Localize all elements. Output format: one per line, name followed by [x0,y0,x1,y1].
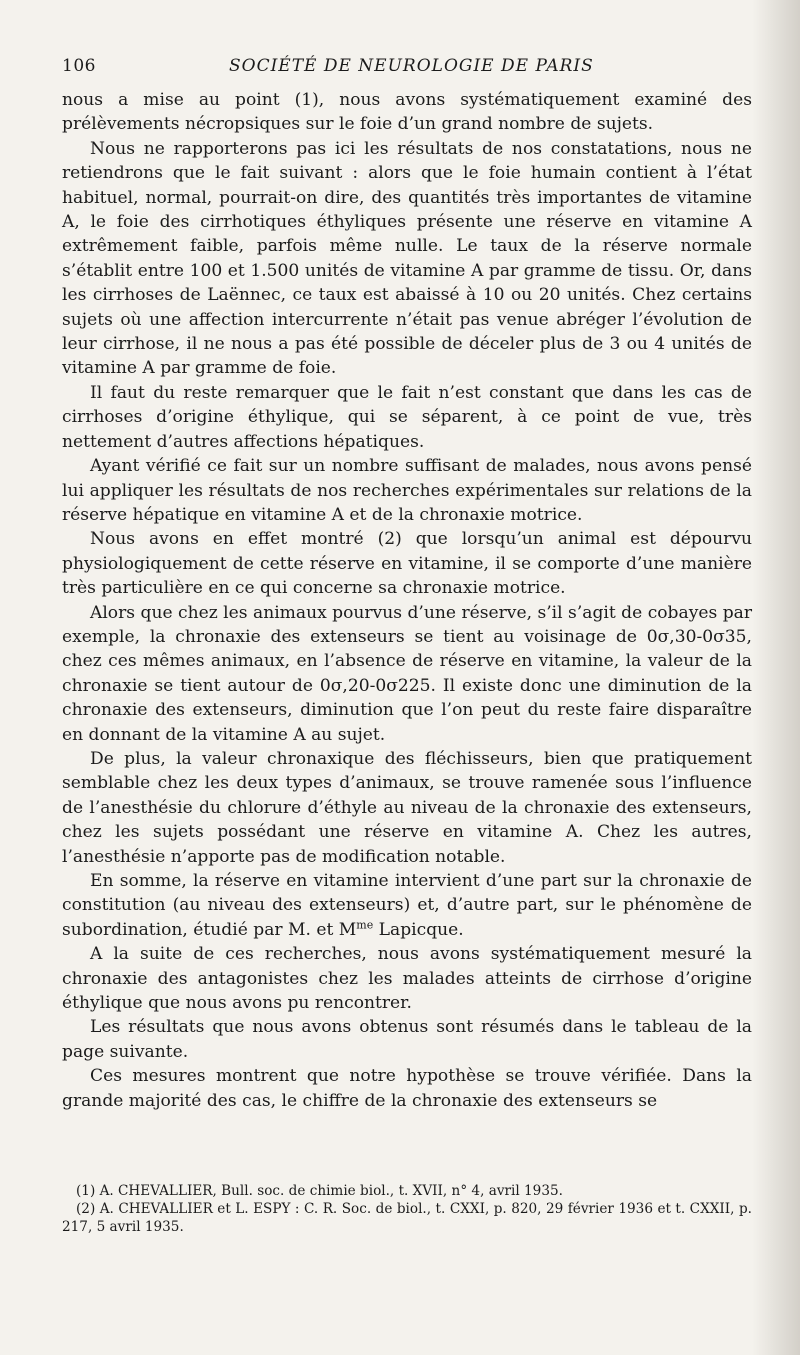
paragraph-1: nous a mise au point (1), nous avons systématiquement examiné des prélèvements nécropsiques sur le foie d’un grand nombre de sujets. [62,90,752,135]
page-number: 106 [62,56,96,76]
footnotes [62,1182,752,1236]
paragraph-4: Ayant vérifié ce fait sur un nombre suffisant de malades, nous avons pensé lui appliquer les résultats de nos recherches expérimentales sur relations de la réserve hépatique en vitamine A et de la chronaxie motrice. [62,456,752,525]
footnote-2: (2) A. CHEVALLIER et L. ESPY : C. R. Soc. de biol., t. CXXI, p. 820, 29 février 1936 et t. CXXII, p. 217, 5 avril 1935. [62,1201,752,1235]
paragraph-2: Nous ne rapporterons pas ici les résultats de nos constatations, nous ne retiendrons que le fait suivant : alors que le foie humain contient à l’état habituel, normal, pourrait-on dire, des quantités très importantes de vitamine A, le foie des cirrhotiques éthyliques présente une réserve en vitamine A extrêmement faible, parfois même nulle. Le taux de la réserve normale s’établit entre 100 et 1.500 unités de vitamine A par gramme de tissu. Or, dans les cirrhoses de Laënnec, ce taux est abaissé à 10 ou 20 unités. Chez certains sujets où une affection intercurrente n’était pas venue abréger l’évolution de leur cirrhose, il ne nous a pas été possible de déceler plus de 3 ou 4 unités de vitamine A par gramme de foie. [62,138,752,379]
page [62,52,752,1113]
running-head: SOCIÉTÉ DE NEUROLOGIE DE PARIS [229,56,594,76]
paragraph-7: De plus, la valeur chronaxique des fléchisseurs, bien que pratiquement semblable chez les deux types d’animaux, se trouve ramenée sous l’influence de l’anesthésie du chlorure d’éthyle au niveau de la chronaxie des extenseurs, chez les sujets possédant une réserve en vitamine A. Chez les autres, l’anesthésie n’apporte pas de modification notable. [62,748,752,867]
paragraph-8-text: En somme, la réserve en vitamine intervient d’une part sur la chronaxie de constitution (au niveau des extenseurs) et, d’autre part, sur le phénomène de subordination, étudié par M. et M [62,871,752,940]
body-text [62,88,752,1113]
paragraph-10: Les résultats que nous avons obtenus sont résumés dans le tableau de la page suivante. [62,1017,752,1062]
paragraph-8 [62,869,752,942]
footnote-1: (1) A. CHEVALLIER, Bull. soc. de chimie biol., t. XVII, n° 4, avril 1935. [76,1183,563,1199]
page-header [62,52,752,82]
paragraph-11: Ces mesures montrent que notre hypothèse se trouve vérifiée. Dans la grande majorité des cas, le chiffre de la chronaxie des extenseurs se [62,1066,752,1111]
paragraph-6: Alors que chez les animaux pourvus d’une réserve, s’il s’agit de cobayes par exemple, la chronaxie des extenseurs se tient au voisinage de 0σ,30-0σ35, chez ces mêmes animaux, en l’absence de réserve en vitamine, la valeur de la chronaxie se tient autour de 0σ,20-0σ225. Il existe donc une diminution de la chronaxie des extenseurs, diminution que l’on peut du reste faire disparaître en donnant de la vitamine A au sujet. [62,602,752,745]
paragraph-3: Il faut du reste remarquer que le fait n’est constant que dans les cas de cirrhoses d’origine éthylique, qui se séparent, à ce point de vue, très nettement d’autres affections hépatiques. [62,382,752,452]
paragraph-5: Nous avons en effet montré (2) que lorsqu’un animal est dépourvu physiologiquement de cette réserve en vitamine, il se comporte d’une manière très particulière en ce qui concerne sa chronaxie motrice. [62,529,752,599]
paragraph-8-tail: Lapicque. [373,919,464,940]
paragraph-9: A la suite de ces recherches, nous avons systématiquement mesuré la chronaxie des antagonistes chez les malades atteints de cirrhose d’origine éthylique que nous avons pu rencontrer. [62,944,752,1014]
paragraph-8-superscript: me [356,918,374,932]
page-edge-shadow [752,0,800,1355]
